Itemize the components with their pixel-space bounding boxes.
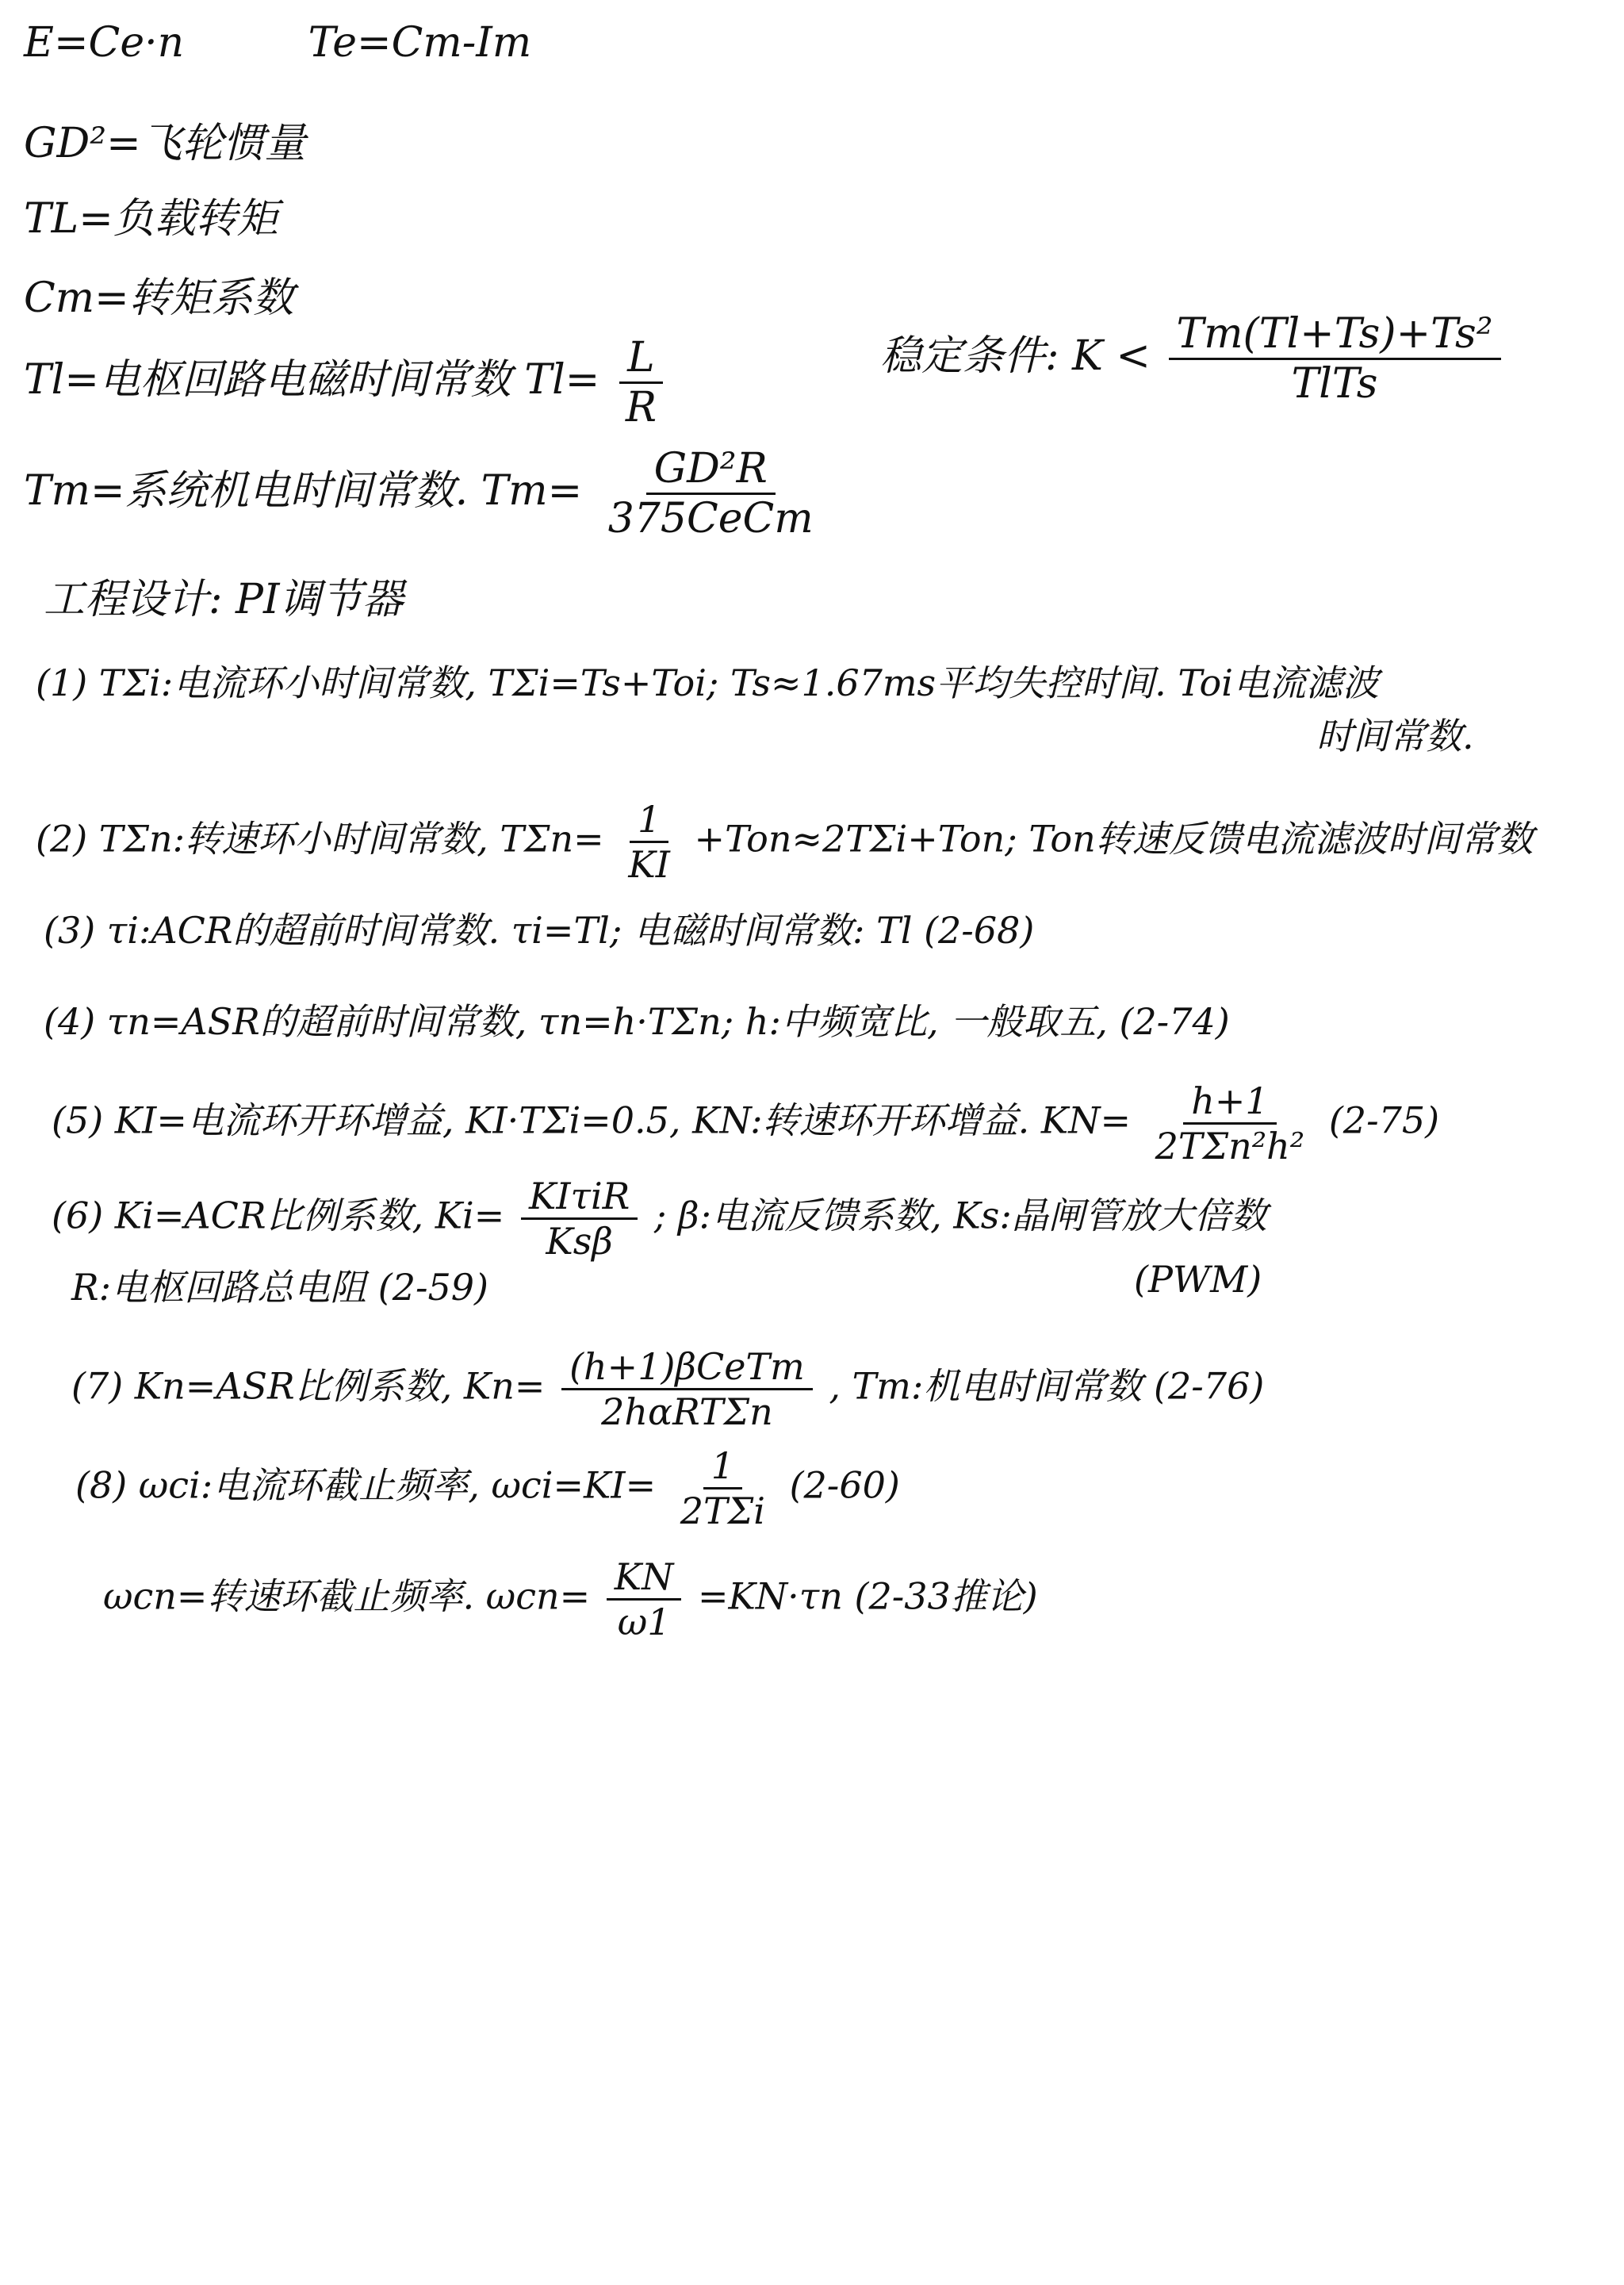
item-6-continued: (PWM) <box>1134 1258 1262 1301</box>
item-7-label: (7) Kn=ASR比例系数, Kn= <box>71 1364 546 1408</box>
item-6 <box>52 1175 1267 1263</box>
item-9-suffix: =KN·τn (2-33推论) <box>698 1574 1038 1618</box>
item-9 <box>103 1555 1038 1643</box>
electromechanical-time-constant-definition <box>24 445 826 542</box>
electromechanical-fraction <box>600 445 822 542</box>
item-8 <box>75 1444 900 1532</box>
item-5-fraction <box>1147 1079 1313 1167</box>
item-7-suffix: , Tm:机电时间常数 (2-76) <box>829 1364 1265 1408</box>
fraction-denominator: Ksβ <box>546 1220 613 1263</box>
torque-coefficient-definition: Cm=转矩系数 <box>24 274 294 322</box>
armature-time-constant-definition <box>24 334 669 431</box>
fraction-denominator: R <box>625 384 657 431</box>
fraction-numerator: (h+1)βCeTm <box>561 1348 813 1390</box>
item-5 <box>52 1079 1440 1167</box>
item-7 <box>71 1345 1265 1433</box>
fraction-denominator: ω1 <box>617 1601 671 1643</box>
item-2 <box>36 798 1534 886</box>
item-1: (1) TΣi:电流环小时间常数, TΣi=Ts+Toi; Ts≈1.67ms平均失控时间. Toi电流滤波 <box>36 661 1379 704</box>
torque-formula: Te=Cm-Im <box>308 19 532 67</box>
item-9-label: ωcn=转速环截止频率. ωcn= <box>103 1574 591 1618</box>
fraction-denominator: KI <box>628 843 670 886</box>
fraction-numerator: 1 <box>703 1447 742 1489</box>
fraction-numerator: Tm(Tl+Ts)+Ts² <box>1169 313 1501 360</box>
item-5-suffix: (2-75) <box>1328 1098 1440 1142</box>
stability-fraction <box>1169 310 1501 408</box>
flywheel-inertia-definition: GD²=飞轮惯量 <box>24 120 306 167</box>
item-1-continued: 时间常数. <box>1316 715 1474 757</box>
engineering-design-heading: 工程设计: PI调节器 <box>44 576 404 623</box>
fraction-numerator: KIτiR <box>521 1178 638 1220</box>
load-torque-definition: TL=负载转矩 <box>24 195 278 243</box>
item-6-suffix: ; β:电流反馈系数, Ks:晶闸管放大倍数 <box>653 1194 1267 1237</box>
stability-condition <box>880 310 1506 408</box>
emf-formula: E=Ce·n <box>24 19 185 67</box>
item-5-label: (5) KI=电流环开环增益, KI·TΣi=0.5, KN:转速环开环增益. KN= <box>52 1098 1131 1142</box>
item-2-label: (2) TΣn:转速环小时间常数, TΣn= <box>36 817 604 861</box>
item-4: (4) τn=ASR的超前时间常数, τn=h·TΣn; h:中频宽比, 一般取五, (2-74) <box>44 1000 1230 1043</box>
item-8-suffix: (2-60) <box>789 1463 900 1507</box>
armature-time-constant-fraction <box>618 334 665 431</box>
fraction-denominator: 2TΣi <box>680 1489 765 1532</box>
fraction-denominator: TlTs <box>1291 360 1378 408</box>
armature-resistance-definition: R:电枢回路总电阻 (2-59) <box>71 1266 488 1309</box>
stability-label: 稳定条件: K < <box>880 332 1151 380</box>
fraction-numerator: GD²R <box>646 448 776 495</box>
item-2-suffix: +Ton≈2TΣi+Ton; Ton转速反馈电流滤波时间常数 <box>694 817 1534 861</box>
item-6-label: (6) Ki=ACR比例系数, Ki= <box>52 1194 505 1237</box>
item-8-fraction <box>672 1444 773 1532</box>
fraction-denominator: 2TΣn²h² <box>1155 1125 1305 1167</box>
item-7-fraction <box>561 1345 813 1433</box>
item-9-fraction <box>607 1555 682 1643</box>
fraction-numerator: KN <box>607 1558 682 1601</box>
item-6-fraction <box>521 1175 638 1263</box>
armature-time-constant-label: Tl=电枢回路电磁时间常数 Tl= <box>24 356 600 404</box>
item-3: (3) τi:ACR的超前时间常数. τi=Tl; 电磁时间常数: Tl (2-68) <box>44 909 1035 952</box>
fraction-denominator: 375CeCm <box>607 495 814 542</box>
emf-equation <box>24 19 532 67</box>
fraction-denominator: 2hαRTΣn <box>601 1390 773 1433</box>
item-2-fraction <box>620 798 678 886</box>
fraction-numerator: 1 <box>630 801 668 843</box>
fraction-numerator: h+1 <box>1183 1083 1276 1125</box>
electromechanical-label: Tm=系统机电时间常数. Tm= <box>24 467 583 515</box>
fraction-numerator: L <box>619 337 663 384</box>
item-8-label: (8) ωci:电流环截止频率, ωci=KI= <box>75 1463 657 1507</box>
